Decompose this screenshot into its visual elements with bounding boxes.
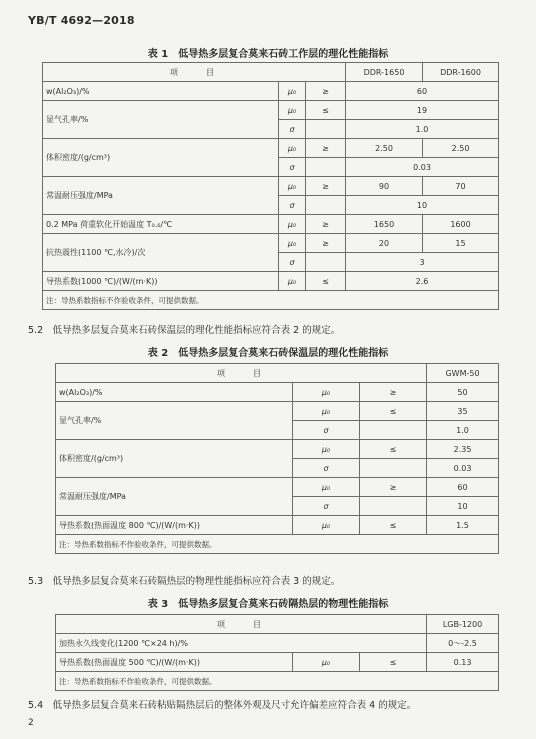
clause-5-4: 5.4 低导热多层复合莫来石砖粘贴隔热层后的整体外观及尺寸允许偏差应符合表 4 的规定。: [28, 700, 417, 711]
table2-tc-label: 导热系数(热面温度 800 ℃)/(W/(m·K)): [56, 516, 293, 535]
table2-porosity-sym2: σ: [293, 421, 360, 440]
table2-caption: 表 2 低导热多层复合莫来石砖保温层的理化性能指标: [147, 348, 389, 359]
table1-density-v2: 2.50: [423, 139, 499, 158]
table3-tc-val: 0.13: [427, 653, 499, 672]
table2-al2o3-sym: μ₀: [293, 383, 360, 402]
table2-head-c1: GWM-50: [427, 364, 499, 383]
table1-ccs-v1: 90: [346, 177, 423, 196]
table1-density-val2: 0.03: [346, 158, 499, 177]
table1-head-c1: DDR-1650: [346, 63, 423, 82]
clause-5-3: 5.3 低导热多层复合莫来石砖隔热层的物理性能指标应符合表 3 的规定。: [28, 576, 341, 587]
table1-tc-val: 2.6: [346, 272, 499, 291]
table1-rul-v1: 1650: [346, 215, 423, 234]
table3-note: 注：导热系数指标不作验收条件，可提供数据。: [56, 672, 499, 691]
table2-ccs-val1: 60: [427, 478, 499, 497]
table2-density-sym1: μ₀: [293, 440, 360, 459]
table1-tsr-sym1: μ₀: [279, 234, 306, 253]
table2-density-sym2: σ: [293, 459, 360, 478]
table1-al2o3-sym: μ₀: [279, 82, 306, 101]
table1-density-op1: ≥: [306, 139, 346, 158]
table1-al2o3-op: ≥: [306, 82, 346, 101]
table1-density-sym1: μ₀: [279, 139, 306, 158]
table1-head-item: 项 目: [43, 63, 346, 82]
table2: [55, 363, 499, 554]
table1-density-v1: 2.50: [346, 139, 423, 158]
table2-porosity-sym1: μ₀: [293, 402, 360, 421]
table1-ccs-sym1: μ₀: [279, 177, 306, 196]
table3-tc-sym: μ₀: [293, 653, 360, 672]
table1-porosity-sym1: μ₀: [279, 101, 306, 120]
table2-porosity-val1: 35: [427, 402, 499, 421]
table3-plc-label: 加热永久线变化(1200 ℃×24 h)/%: [56, 634, 427, 653]
table3-head-c1: LGB-1200: [427, 615, 499, 634]
table1-porosity-sym2: σ: [279, 120, 306, 139]
table2-density-val2: 0.03: [427, 459, 499, 478]
table1: [42, 62, 499, 310]
table1-rul-v2: 1600: [423, 215, 499, 234]
table2-density-label: 体积密度/(g/cm³): [56, 440, 293, 478]
table1-rul-label: 0.2 MPa 荷重软化开始温度 T₀.₆/℃: [43, 215, 279, 234]
table2-porosity-op1: ≤: [360, 402, 427, 421]
table2-tc-val: 1.5: [427, 516, 499, 535]
table2-tc-op: ≤: [360, 516, 427, 535]
table1-ccs-op1: ≥: [306, 177, 346, 196]
table1-porosity-label: 显气孔率/%: [43, 101, 279, 139]
table3-plc-val: 0～-2.5: [427, 634, 499, 653]
table2-al2o3-op: ≥: [360, 383, 427, 402]
table1-density-sym2: σ: [279, 158, 306, 177]
table1-tc-op: ≤: [306, 272, 346, 291]
table2-ccs-val2: 10: [427, 497, 499, 516]
table2-density-val1: 2.35: [427, 440, 499, 459]
table1-tsr-v2: 15: [423, 234, 499, 253]
table1-head-c2: DDR-1600: [423, 63, 499, 82]
page-number: 2: [28, 718, 34, 728]
table2-ccs-label: 常温耐压强度/MPa: [56, 478, 293, 516]
table1-tsr-op1: ≥: [306, 234, 346, 253]
table1-al2o3-label: w(Al₂O₃)/%: [43, 82, 279, 101]
table2-density-op1: ≤: [360, 440, 427, 459]
table2-ccs-op1: ≥: [360, 478, 427, 497]
table1-porosity-op1: ≤: [306, 101, 346, 120]
table3-caption: 表 3 低导热多层复合莫来石砖隔热层的物理性能指标: [147, 599, 389, 610]
table1-tsr-val2: 3: [346, 253, 499, 272]
table2-al2o3-label: w(Al₂O₃)/%: [56, 383, 293, 402]
table1-tc-label: 导热系数(1000 ℃)/(W/(m·K)): [43, 272, 279, 291]
table2-head-item: 项 目: [56, 364, 427, 383]
table1-porosity-val2: 1.0: [346, 120, 499, 139]
table3: [55, 614, 499, 691]
table1-porosity-val1: 19: [346, 101, 499, 120]
table1-ccs-sym2: σ: [279, 196, 306, 215]
table1-caption: 表 1 低导热多层复合莫来石砖工作层的理化性能指标: [147, 49, 389, 60]
clause-5-2: 5.2 低导热多层复合莫来石砖保温层的理化性能指标应符合表 2 的规定。: [28, 325, 341, 336]
table1-al2o3-val: 60: [346, 82, 499, 101]
table3-tc-label: 导热系数(热面温度 500 ℃)/(W/(m·K)): [56, 653, 293, 672]
table3-tc-op: ≤: [360, 653, 427, 672]
table2-porosity-val2: 1.0: [427, 421, 499, 440]
table2-tc-sym: μ₀: [293, 516, 360, 535]
table1-note: 注：导热系数指标不作验收条件，可提供数据。: [43, 291, 499, 310]
table1-rul-sym: μ₀: [279, 215, 306, 234]
table2-ccs-sym1: μ₀: [293, 478, 360, 497]
table1-tsr-label: 抗热震性(1100 ℃,水冷)/次: [43, 234, 279, 272]
table1-rul-op: ≥: [306, 215, 346, 234]
table1-density-label: 体积密度/(g/cm³): [43, 139, 279, 177]
table3-head-item: 项 目: [56, 615, 427, 634]
table2-note: 注：导热系数指标不作验收条件，可提供数据。: [56, 535, 499, 554]
table1-tc-sym: μ₀: [279, 272, 306, 291]
table1-ccs-val2: 10: [346, 196, 499, 215]
table2-porosity-label: 显气孔率/%: [56, 402, 293, 440]
table1-tsr-sym2: σ: [279, 253, 306, 272]
standard-number: YB/T 4692—2018: [28, 14, 135, 27]
table1-tsr-v1: 20: [346, 234, 423, 253]
table2-ccs-sym2: σ: [293, 497, 360, 516]
table1-ccs-label: 常温耐压强度/MPa: [43, 177, 279, 215]
table1-ccs-v2: 70: [423, 177, 499, 196]
table2-al2o3-val: 50: [427, 383, 499, 402]
